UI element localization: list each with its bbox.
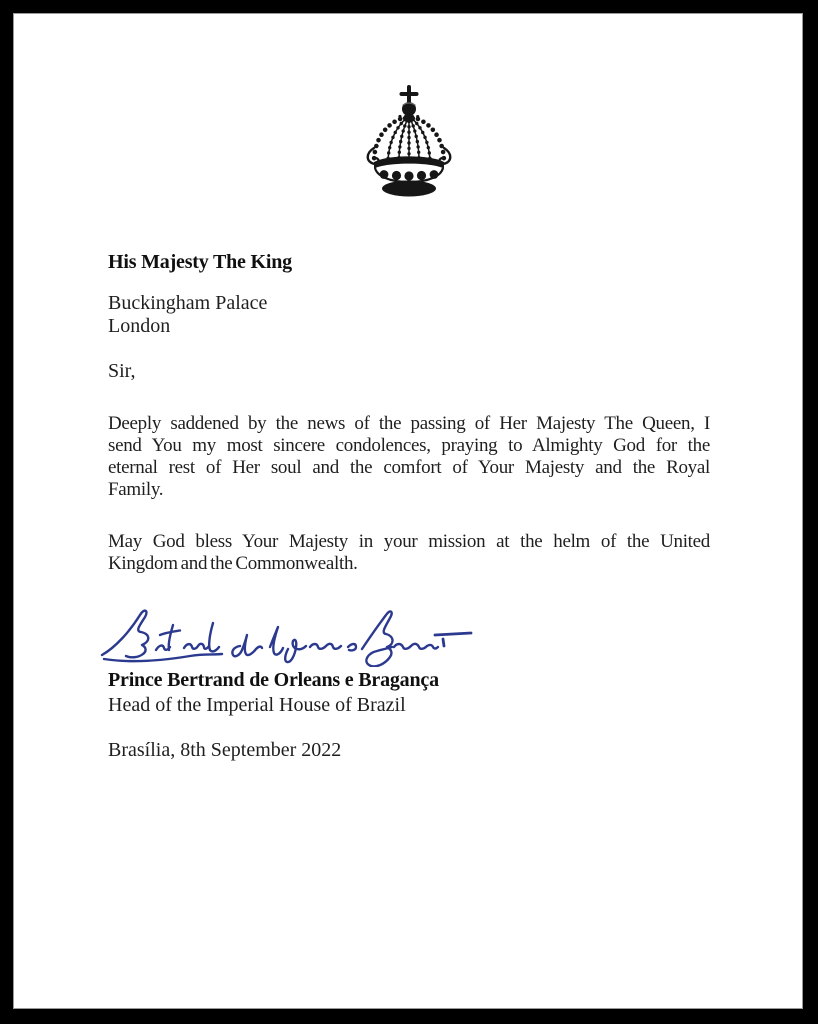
letter-paper [13,13,803,1009]
paragraph-line: eternal rest of Her soul and the comfort of Your Majesty and the Royal [108,457,710,478]
handwritten-signature [100,605,475,667]
imperial-crown-icon [363,85,455,199]
letter-content [14,85,802,762]
paragraph-line: send You my most sincere condolences, praying to Almighty God for the [108,435,710,456]
address-line-2: London [108,315,171,337]
body-paragraph-1 [108,413,710,501]
signer-name: Prince Bertrand de Orleans e Bragança [108,669,439,691]
paragraph-line: Family. [108,479,164,500]
recipient-name: His Majesty The King [108,251,292,273]
address-line-1: Buckingham Palace [108,292,268,314]
paragraph-line: Deeply saddened by the news of the passing of Her Majesty The Queen, I [108,413,710,434]
signer-title: Head of the Imperial House of Brazil [108,694,406,716]
dateline: Brasília, 8th September 2022 [108,739,342,761]
body-paragraph-2 [108,531,710,575]
recipient-address [108,292,710,338]
salutation: Sir, [108,360,136,382]
paragraph-line: Kingdom and the Commonwealth. [108,553,358,574]
paragraph-line: May God bless Your Majesty in your mission at the helm of the United [108,531,710,552]
